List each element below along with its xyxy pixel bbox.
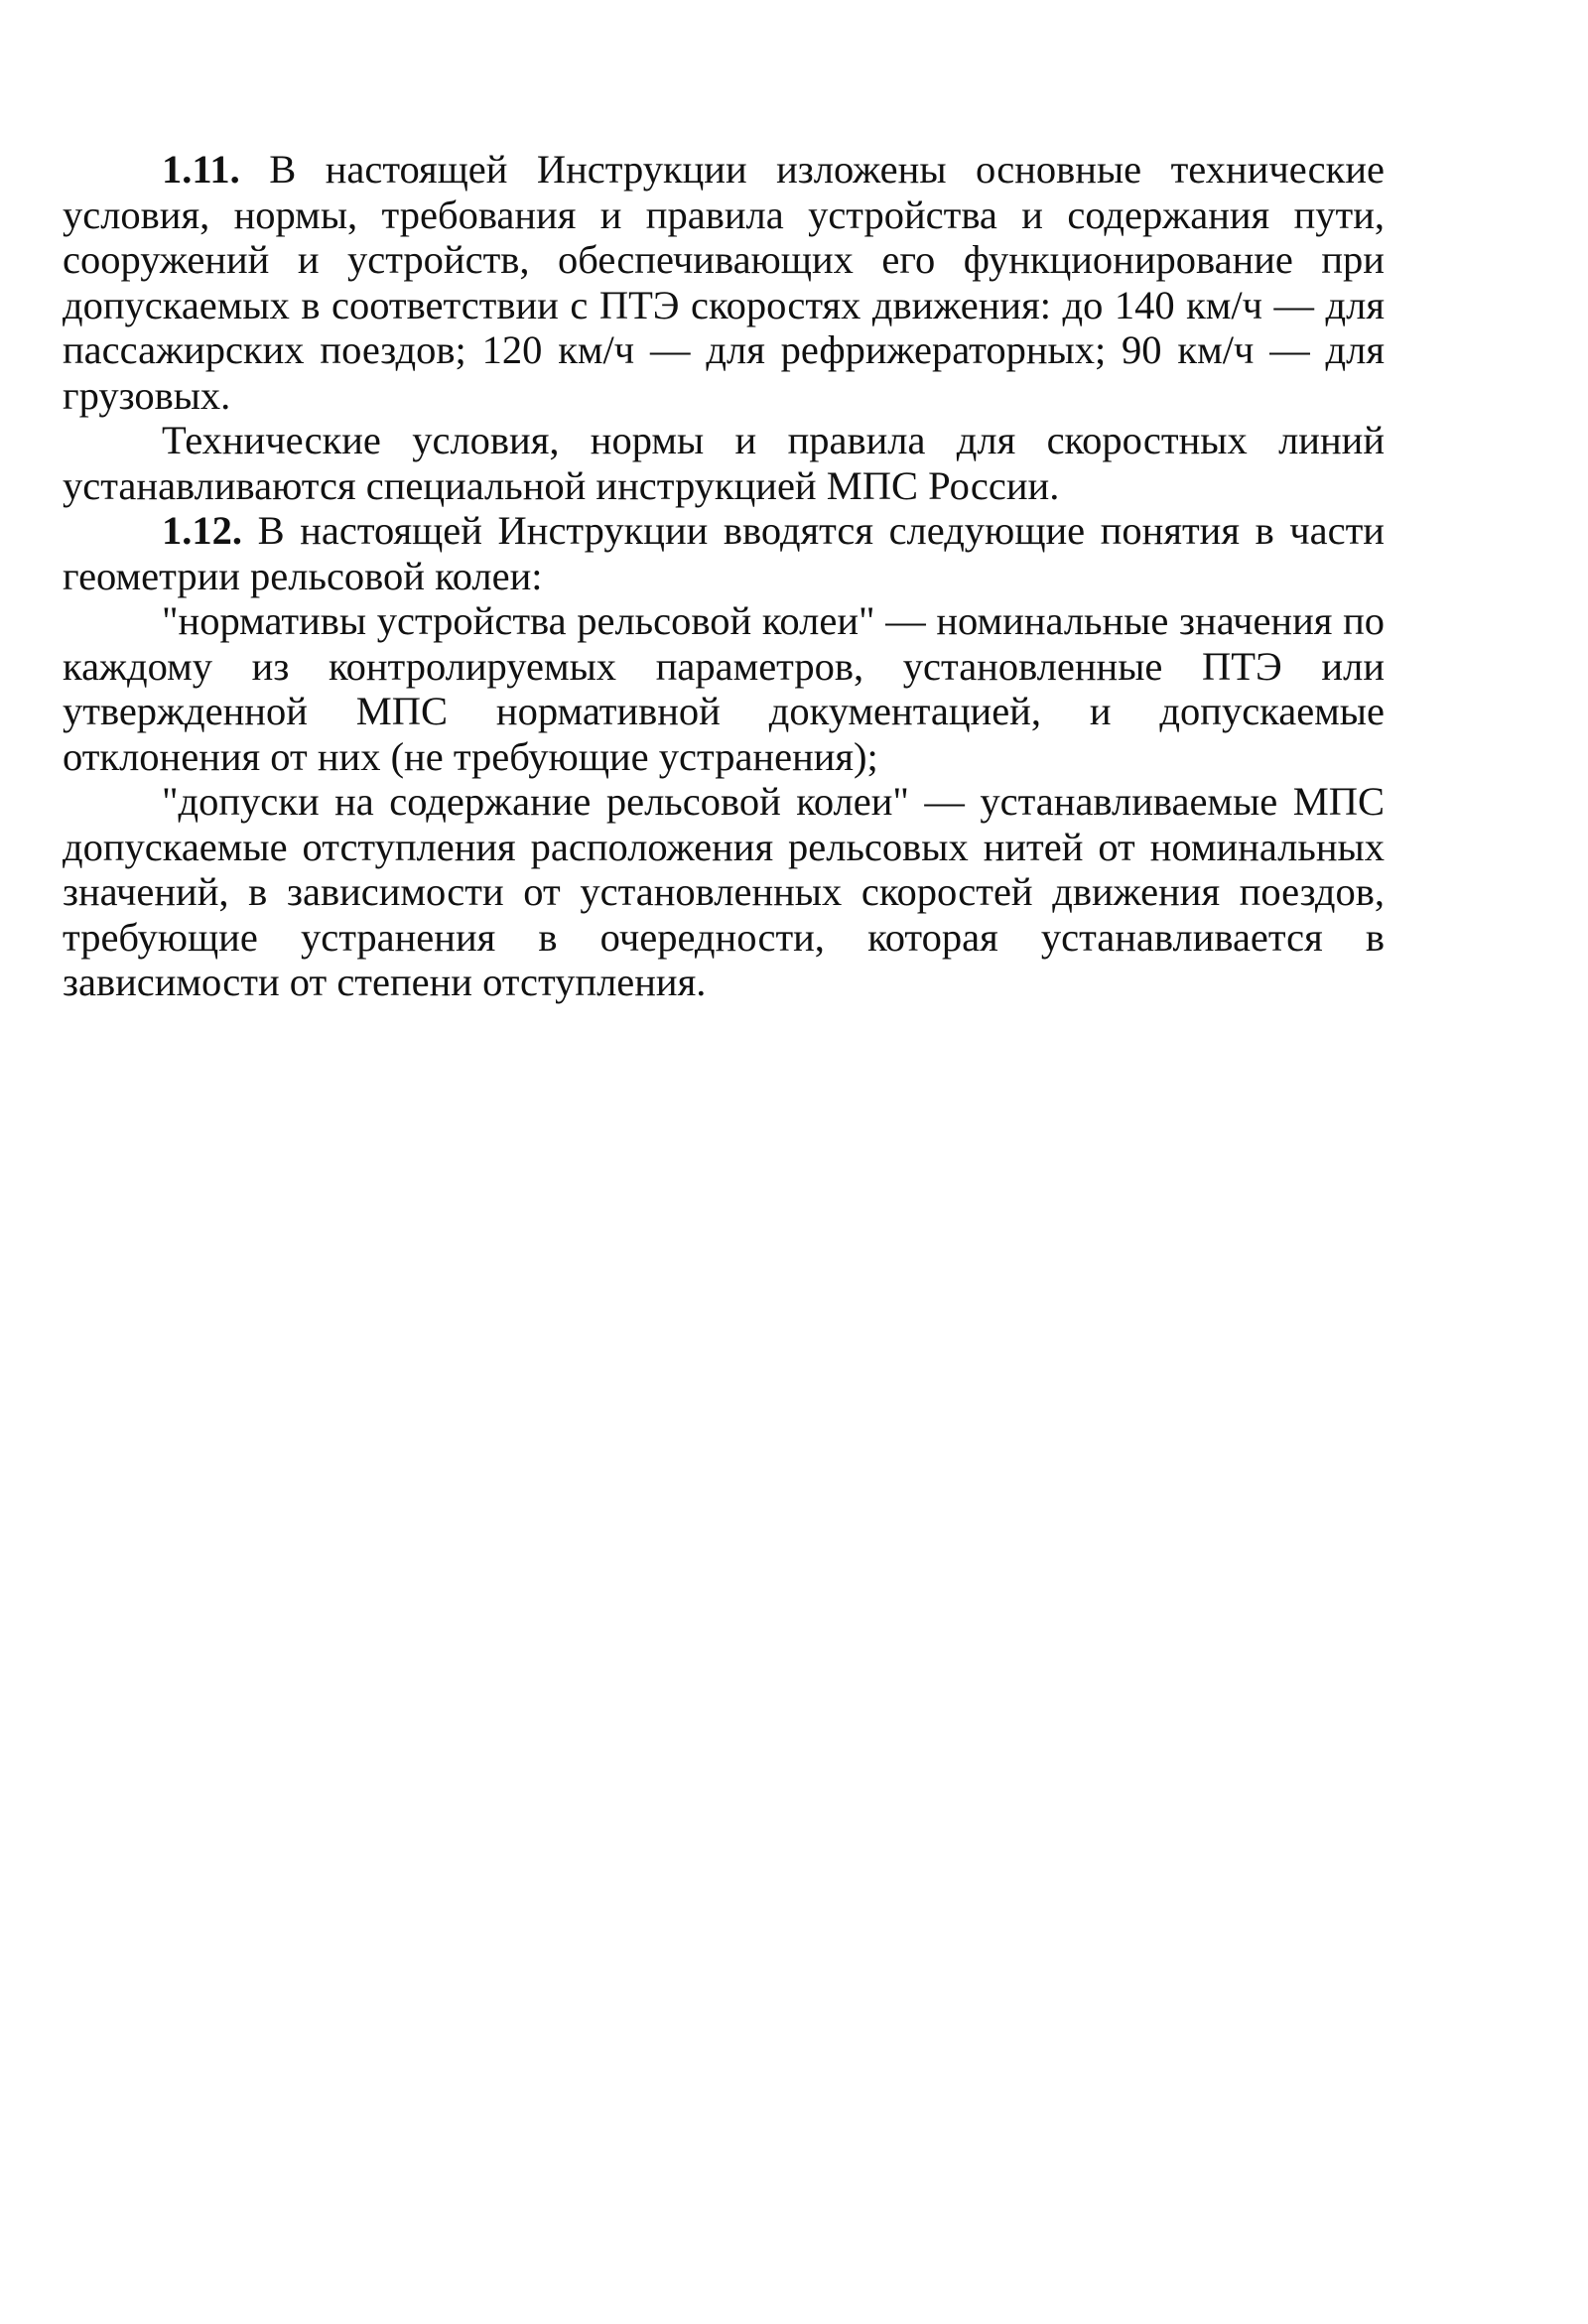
body-text (63, 147, 1385, 1005)
paragraph-number: 1.12. (162, 508, 242, 553)
paragraph-high-speed-lines (63, 418, 1385, 508)
paragraph-text: В настоящей Инструкции изложены основные технические условия, нормы, требования и правила устройства и содержания пути, сооружений и устройств, обеспечивающих его функционирование при допускаемых в соответствии с ПТЭ скоростях движения: до 140 км/ч — для пассажирских поездов; 120 км/ч — для рефрижераторных; 90 км/ч — для грузовых. (63, 147, 1385, 418)
paragraph-definition-norms (63, 598, 1385, 779)
paragraph-definition-tolerances (63, 779, 1385, 1005)
paragraph-text: "нормативы устройства рельсовой колеи" — номинальные значения по каждому из контролируемых параметров, установленные ПТЭ или утвержденной МПС нормативной документацией, и допускаемые отклонения от них (не требующие устранения); (63, 598, 1385, 779)
paragraph-text: В настоящей Инструкции вводятся следующие понятия в части геометрии рельсовой колеи: (63, 508, 1385, 598)
paragraph-1-12 (63, 508, 1385, 598)
paragraph-text: "допуски на содержание рельсовой колеи" — устанавливаемые МПС допускаемые отступления расположения рельсовых нитей от номинальных значений, в зависимости от установленных скоростей движения поездов, требующие устранения в очередности, которая устанавливается в зависимости от степени отступления. (63, 779, 1385, 1004)
paragraph-number: 1.11. (162, 147, 240, 192)
paragraph-1-11 (63, 147, 1385, 418)
paragraph-text: Технические условия, нормы и правила для скоростных линий устанавливаются специальной инструкцией МПС России. (63, 418, 1385, 508)
